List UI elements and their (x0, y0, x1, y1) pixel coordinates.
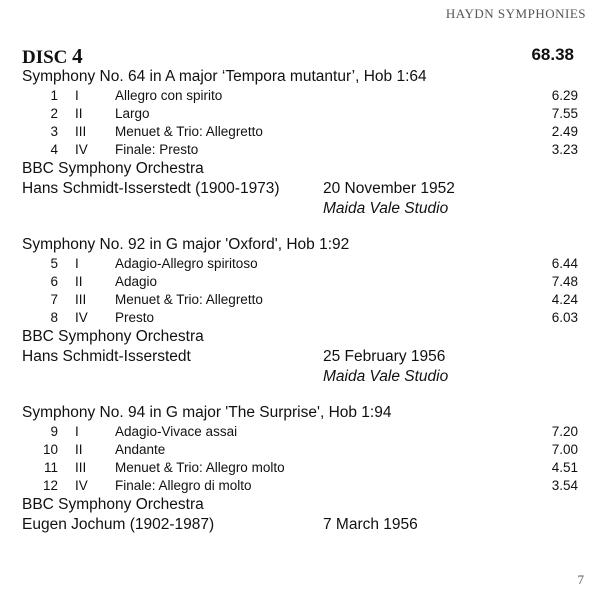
track-row (22, 105, 578, 123)
orchestra: BBC Symphony Orchestra (22, 496, 204, 513)
conductor-line (22, 347, 578, 367)
disc-number: 4 (72, 44, 83, 68)
track-row (22, 309, 578, 327)
track-name: Menuet & Trio: Allegro molto (115, 460, 285, 475)
track-row (22, 477, 578, 495)
track-name: Presto (115, 310, 155, 325)
track-name: Adagio-Vivace assai (115, 424, 238, 439)
track-name: Adagio-Allegro spiritoso (115, 256, 258, 271)
track-duration: 4.24 (551, 292, 578, 307)
movement-numeral: III (75, 124, 87, 139)
track-duration: 3.54 (551, 478, 578, 493)
movement-numeral: II (75, 442, 83, 457)
movement-numeral: IV (75, 478, 88, 493)
track-number: 2 (50, 106, 58, 121)
disc-total-time: 68.38 (531, 45, 574, 64)
track-name: Andante (115, 442, 166, 457)
symphony-block (22, 403, 578, 535)
track-row (22, 291, 578, 309)
orchestra-line (22, 327, 578, 347)
track-row (22, 423, 578, 441)
conductor: Eugen Jochum (1902-1987) (22, 516, 215, 533)
track-row (22, 255, 578, 273)
track-duration: 6.44 (551, 256, 578, 271)
track-duration: 3.23 (551, 142, 578, 157)
disc-title (22, 44, 83, 69)
venue-line (22, 199, 578, 219)
track-number: 4 (50, 142, 58, 157)
track-row (22, 87, 578, 105)
track-name: Menuet & Trio: Allegretto (115, 124, 263, 139)
track-number: 1 (50, 88, 58, 103)
movement-numeral: III (75, 460, 87, 475)
venue-line (22, 367, 578, 387)
symphony-title: Symphony No. 94 in G major 'The Surprise', Hob 1:94 (22, 404, 392, 421)
movement-numeral: I (75, 424, 79, 439)
symphony-title: Symphony No. 64 in A major ‘Tempora mutantur’, Hob 1:64 (22, 68, 427, 85)
track-duration: 7.55 (551, 106, 578, 121)
movement-numeral: I (75, 256, 79, 271)
recording-venue: Maida Vale Studio (323, 200, 449, 217)
track-number: 11 (43, 460, 58, 475)
track-number: 5 (50, 256, 58, 271)
symphony-block (22, 67, 578, 219)
symphony-block (22, 235, 578, 387)
track-number: 7 (50, 292, 58, 307)
movement-numeral: I (75, 88, 79, 103)
movement-numeral: II (75, 106, 83, 121)
orchestra-line (22, 159, 578, 179)
recording-date: 25 February 1956 (323, 348, 446, 365)
conductor: Hans Schmidt-Isserstedt (1900-1973) (22, 180, 280, 197)
conductor-line (22, 179, 578, 199)
track-duration: 7.00 (551, 442, 578, 457)
conductor: Hans Schmidt-Isserstedt (22, 348, 191, 365)
track-number: 9 (50, 424, 58, 439)
track-row (22, 441, 578, 459)
orchestra: BBC Symphony Orchestra (22, 328, 204, 345)
track-number: 3 (50, 124, 58, 139)
track-row (22, 273, 578, 291)
track-name: Finale: Presto (115, 142, 199, 157)
disc-label: DISC (22, 47, 68, 68)
running-header: HAYDN SYMPHONIES (445, 6, 586, 21)
movement-numeral: II (75, 274, 83, 289)
track-number: 6 (50, 274, 58, 289)
conductor-line (22, 515, 578, 535)
track-name: Adagio (115, 274, 158, 289)
track-name: Allegro con spirito (115, 88, 223, 103)
movement-numeral: IV (75, 310, 88, 325)
track-row (22, 459, 578, 477)
track-name: Largo (115, 106, 150, 121)
movement-numeral: IV (75, 142, 88, 157)
orchestra-line (22, 495, 578, 515)
track-duration: 6.29 (551, 88, 578, 103)
track-name: Finale: Allegro di molto (115, 478, 252, 493)
track-number: 8 (50, 310, 58, 325)
track-name: Menuet & Trio: Allegretto (115, 292, 263, 307)
recording-date: 20 November 1952 (323, 180, 455, 197)
page-number: 7 (577, 572, 584, 587)
track-duration: 7.48 (551, 274, 578, 289)
orchestra: BBC Symphony Orchestra (22, 160, 204, 177)
track-duration: 7.20 (551, 424, 578, 439)
track-number: 12 (42, 478, 58, 493)
movement-numeral: III (75, 292, 87, 307)
recording-date: 7 March 1956 (323, 516, 418, 533)
symphony-title: Symphony No. 92 in G major 'Oxford', Hob 1:92 (22, 236, 350, 253)
track-row (22, 123, 578, 141)
track-row (22, 141, 578, 159)
track-duration: 4.51 (551, 460, 578, 475)
track-duration: 6.03 (551, 310, 578, 325)
recording-venue: Maida Vale Studio (323, 368, 449, 385)
track-duration: 2.49 (551, 124, 578, 139)
track-number: 10 (42, 442, 58, 457)
